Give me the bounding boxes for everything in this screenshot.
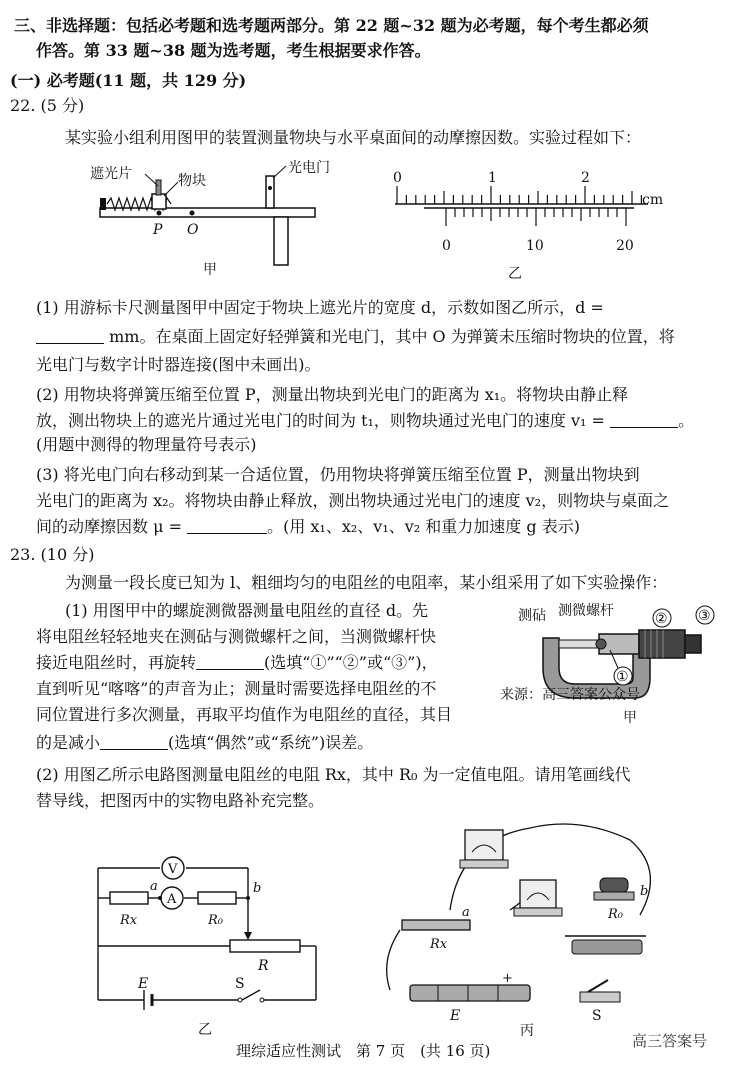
q22-p2b-line: 放，测出物块上的遮光片通过光电门的时间为 t₁，则物块通过光电门的速度 v₁ = 。 (36, 411, 695, 430)
q23-intro: 为测量一段长度已知为 l、粗细均匀的电阻丝的电阻率，某小组采用了如下实验操作： (65, 573, 668, 592)
q22-p1b-line (36, 326, 675, 348)
label-E-real: E (450, 1008, 461, 1024)
caption-real-bing: 丙 (520, 1023, 534, 1039)
unit-cm: cm (642, 192, 664, 208)
watermark: 高三答案号 (632, 1032, 708, 1050)
q23-heading: 23. (10 分) (10, 545, 95, 564)
label-R: R (258, 958, 269, 974)
main-tick-1: 1 (488, 170, 497, 186)
answer-blank-mu[interactable] (187, 517, 267, 534)
label-block: 物块 (178, 173, 206, 189)
label-n2: ② (655, 611, 668, 627)
section-line-2: 作答。第 33 题~38 题为选考题，考生根据要求作答。 (36, 41, 431, 60)
q23-p1c1: 接近电阻丝时，再旋转 (36, 653, 197, 672)
label-source: 来源：高三答案公众号 (500, 687, 640, 703)
label-R0-real: R₀ (608, 907, 623, 922)
caption-circuit-yi: 乙 (198, 1022, 212, 1038)
q23-p1f-line (36, 732, 373, 754)
section-line-1: 三、非选择题：包括必考题和选考题两部分。第 22 题~32 题为必考题，每个考生都必须 (14, 16, 649, 35)
q22-p3a: (3) 将光电门向右移动到某一合适位置，仍用物块将弹簧压缩至位置 P，测量出物块到 (36, 465, 640, 484)
answer-blank-d[interactable] (36, 327, 104, 344)
q22-intro: 某实验小组利用图甲的装置测量物块与水平桌面间的动摩擦因数。实验过程如下： (65, 128, 642, 147)
label-n1: ① (616, 669, 629, 685)
label-Rx: Rx (120, 913, 138, 928)
q23-p1b: 将电阻丝轻轻地夹在测砧与测微螺杆之间，当测微螺杆快 (36, 627, 437, 646)
label-b: b (253, 881, 262, 896)
q22-p3c1: 间的动摩擦因数 μ = (36, 517, 182, 536)
answer-blank-v1[interactable] (610, 411, 678, 428)
label-gate: 光电门 (288, 160, 330, 176)
required-heading: (一) 必考题(11 题，共 129 分) (10, 71, 247, 90)
q22-p2a: (2) 用物块将弹簧压缩至位置 P，测量出物块到光电门的距离为 x₁。将物块由静止释 (36, 385, 629, 404)
label-Rx-real: Rx (430, 937, 448, 952)
main-tick-2: 2 (581, 170, 590, 186)
q23-p2b: 替导线，把图丙中的实物电路补充完整。 (36, 791, 325, 810)
figure-vernier-scale (380, 160, 680, 285)
vernier-tick-10: 10 (526, 238, 544, 254)
label-S-real: S (592, 1008, 602, 1024)
caption-yi: 乙 (508, 266, 522, 282)
label-spindle: 测微螺杆 (558, 603, 614, 619)
q22-p3c-line (36, 516, 580, 538)
q22-p2b: 放，测出物块上的遮光片通过光电门的时间为 t₁，则物块通过光电门的速度 v₁ = (36, 411, 605, 430)
label-a-real: a (462, 905, 470, 920)
caption-micro-jia: 甲 (623, 710, 637, 726)
figure-circuit-diagram (90, 840, 330, 1040)
q23-p1c-line (36, 652, 438, 674)
q23-p1e: 同位置进行多次测量，再取平均值作为电阻丝的直径，其目 (36, 705, 453, 724)
q23-p1f2: (选填“偶然”或“系统”)误差。 (168, 733, 374, 752)
q22-p2c: (用题中测得的物理量符号表示) (36, 435, 257, 454)
q23-p2a: (2) 用图乙所示电路图测量电阻丝的电阻 Rx，其中 R₀ 为一定值电阻。请用笔画线代 (36, 765, 631, 784)
label-O: O (187, 222, 199, 238)
answer-blank-error[interactable] (100, 733, 168, 750)
vernier-tick-0: 0 (442, 238, 451, 254)
label-shade: 遮光片 (90, 166, 132, 182)
q22-p1c: 光电门与数字计时器连接(图中未画出)。 (36, 355, 321, 374)
label-n3: ③ (698, 608, 711, 624)
q23-p1c2: (选填“①”“②”或“③”)， (264, 653, 438, 672)
label-anvil: 测砧 (518, 608, 546, 624)
label-P: P (153, 222, 163, 238)
figure-real-circuit (380, 820, 660, 1045)
q22-heading: 22. (5 分) (10, 96, 85, 115)
q22-p3b: 光电门的距离为 x₂。将物块由静止释放，测出物块通过光电门的速度 v₂，则物块与桌面之 (36, 491, 670, 510)
label-b-real: b (640, 884, 649, 899)
page-footer: 理综适应性测试 第 7 页 (共 16 页) (236, 1042, 491, 1060)
q23-p1d: 直到听见“喀喀”的声音为止；测量时需要选择电阻丝的不 (36, 679, 437, 698)
label-plus: + (502, 971, 513, 986)
caption-jia: 甲 (203, 262, 217, 278)
q22-p1a: (1) 用游标卡尺测量图甲中固定于物块上遮光片的宽度 d，示数如图乙所示，d = (36, 298, 604, 317)
q22-p3c2: 。(用 x₁、x₂、v₁、v₂ 和重力加速度 g 表示) (267, 517, 580, 536)
figure-block-apparatus (90, 160, 330, 280)
label-S: S (235, 976, 245, 992)
label-A: A (167, 892, 177, 907)
answer-blank-knob[interactable] (196, 653, 264, 670)
label-a: a (150, 879, 158, 894)
label-V: V (168, 862, 178, 877)
q23-p1f1: 的是减小 (36, 733, 101, 752)
figure-micrometer (500, 598, 725, 733)
label-R0: R₀ (208, 913, 223, 928)
main-tick-0: 0 (393, 170, 402, 186)
vernier-tick-20: 20 (616, 238, 634, 254)
q22-p1b: mm。在桌面上固定好轻弹簧和光电门，其中 O 为弹簧未压缩时物块的位置，将 (109, 327, 675, 346)
q23-p1a: (1) 用图甲中的螺旋测微器测量电阻丝的直径 d。先 (65, 601, 429, 620)
label-E: E (138, 976, 149, 992)
